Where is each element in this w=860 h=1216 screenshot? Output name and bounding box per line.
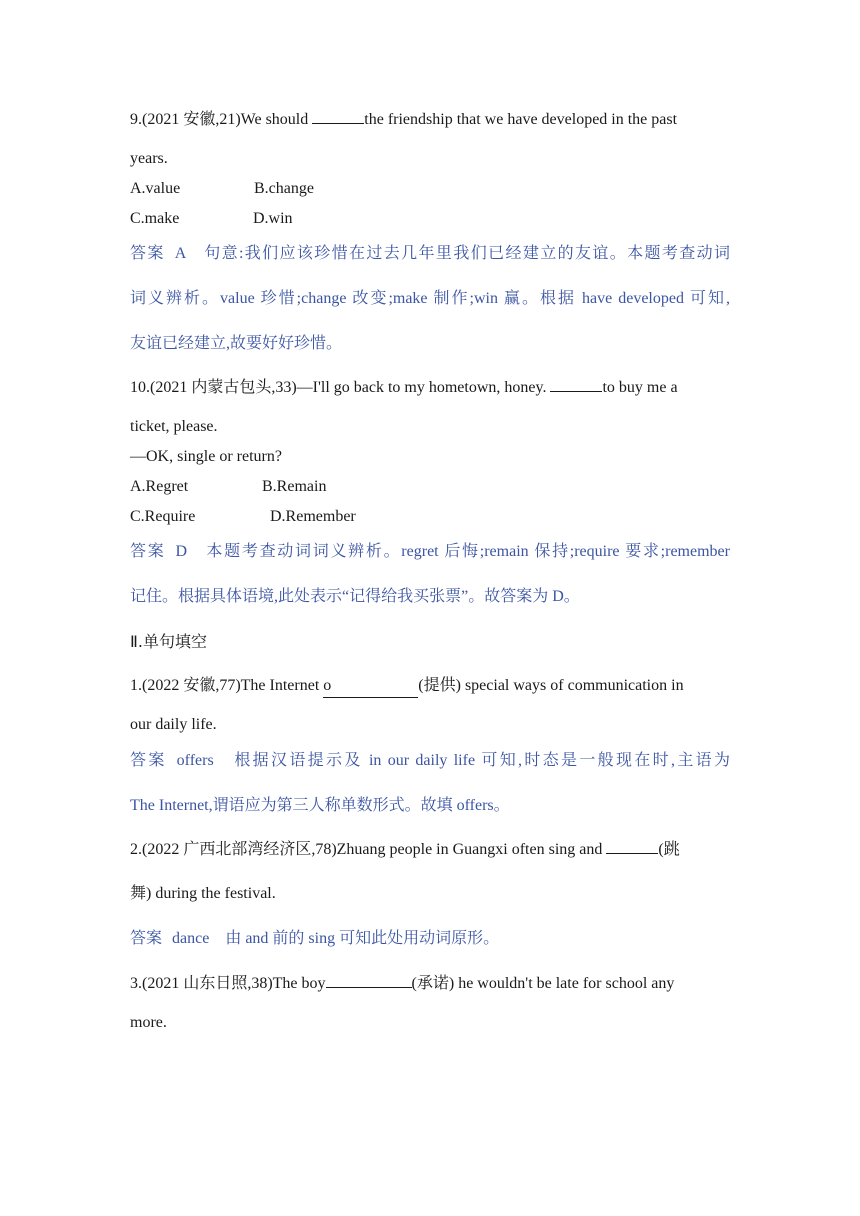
q9-stem-line2: years. (130, 150, 168, 167)
answer-label: 答案 (130, 930, 163, 947)
q9-stem-text: 9.(2021 安徽,21)We should (130, 111, 313, 128)
q10-stem-line2: ticket, please. (130, 418, 218, 435)
q10-options-row2 (130, 506, 730, 528)
q10-option-a: A.Regret (130, 478, 189, 495)
f3-stem-line1: 3.(2021 山东日照,38)The boy (承诺) he wouldn't be late for school any (130, 975, 675, 992)
f2-answer-line1: 答案 dance 由 and 前的 sing 可知此处用动词原形。 (130, 930, 500, 947)
q9-answer-line3: 友谊已经建立,故要好好珍惜。 (130, 335, 343, 352)
q9-option-b: B.change (254, 180, 314, 197)
answer-label: 答案 (130, 752, 167, 769)
q9-option-a: A.value (130, 180, 181, 197)
q10-blank (550, 377, 602, 392)
q10-options-row1 (130, 476, 730, 498)
q10-answer-line1: 答案 D 本题考查动词词义辨析。regret 后悔;remain 保持;require 要求;remember (130, 543, 730, 560)
q10-option-d: D.Remember (270, 508, 356, 525)
q9-option-c: C.make (130, 210, 180, 227)
q9-stem-text-cont: the friendship that we have developed in the past (364, 111, 678, 128)
section-title: Ⅱ.单句填空 (130, 632, 207, 651)
f1-blank: o (323, 675, 418, 698)
f3-stem-line2: more. (130, 1014, 167, 1031)
f1-answer-line2: The Internet,谓语应为第三人称单数形式。故填 offers。 (130, 797, 510, 814)
f2-stem-line2: 舞) during the festival. (130, 885, 276, 902)
q9-options-row1 (130, 178, 730, 200)
answer-label: 答案 (130, 543, 166, 560)
q10-option-c: C.Require (130, 508, 196, 525)
f2-stem-line1: 2.(2022 广西北部湾经济区,78)Zhuang people in Guangxi often sing and (跳 (130, 841, 680, 858)
q10-option-b: B.Remain (262, 478, 327, 495)
q9-blank (312, 109, 364, 124)
q9-stem-line1 (130, 109, 730, 131)
q9-answer-line2: 词义辨析。value 珍惜;change 改变;make 制作;win 赢。根据 have developed 可知, (130, 290, 730, 307)
q9-option-d: D.win (253, 210, 293, 227)
f1-stem-line2: our daily life. (130, 716, 217, 733)
q9-options-row2 (130, 208, 730, 230)
q10-stem-line3: —OK, single or return? (130, 448, 282, 465)
q10-stem-line1: 10.(2021 内蒙古包头,33)—I'll go back to my hometown, honey. to buy me a (130, 379, 678, 396)
q10-answer-line2: 记住。根据具体语境,此处表示“记得给我买张票”。故答案为 D。 (130, 588, 580, 605)
f3-blank (326, 973, 412, 988)
f2-blank (606, 839, 658, 854)
f1-stem-line1: 1.(2022 安徽,77)The Internet o (提供) special ways of communication in (130, 675, 730, 698)
answer-label: 答案 (130, 245, 165, 262)
q9-answer-line1: 答案 A 句意:我们应该珍惜在过去几年里我们已经建立的友谊。本题考查动词 (130, 245, 730, 262)
f1-answer-line1: 答案 offers 根据汉语提示及 in our daily life 可知,时态是一般现在时,主语为 (130, 752, 730, 769)
